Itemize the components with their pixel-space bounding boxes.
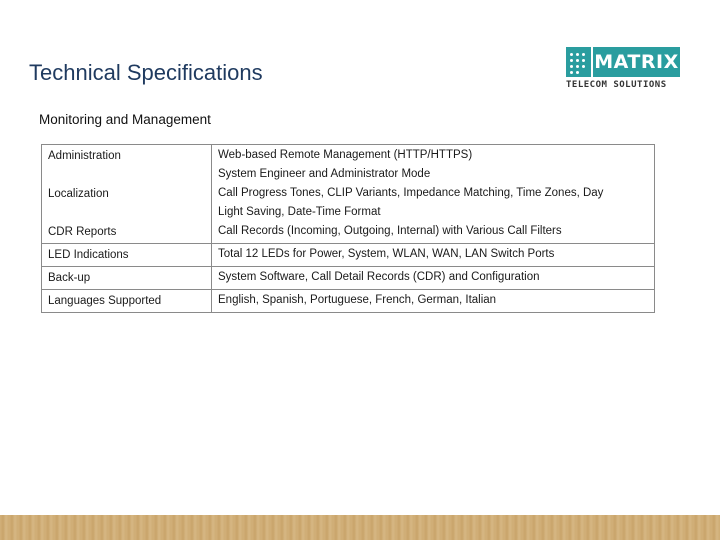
- logo-tagline: TELECOM SOLUTIONS: [566, 80, 667, 90]
- logo-wordmark: MATRIX: [593, 47, 680, 77]
- spec-label-back-up: Back-up: [42, 267, 212, 290]
- spec-value-line: Web-based Remote Management (HTTP/HTTPS): [218, 149, 473, 161]
- logo-dots-icon: [566, 47, 591, 77]
- table-row: [42, 290, 655, 313]
- spec-value-line: Call Progress Tones, CLIP Variants, Impedance Matching, Time Zones, Day: [218, 187, 604, 199]
- table-row: [42, 267, 655, 290]
- spec-value-cell: [212, 145, 655, 244]
- spec-value-line: System Engineer and Administrator Mode: [218, 168, 431, 180]
- spec-value-led-indications: Total 12 LEDs for Power, System, WLAN, WAN, LAN Switch Ports: [212, 244, 655, 267]
- spec-table: [41, 144, 655, 313]
- spec-label-languages: Languages Supported: [42, 290, 212, 313]
- spec-label-administration: Administration: [48, 150, 121, 162]
- spec-value-line: Light Saving, Date-Time Format: [218, 206, 381, 218]
- spec-label-led-indications: LED Indications: [42, 244, 212, 267]
- spec-label-cdr-reports: CDR Reports: [48, 226, 117, 238]
- page-title: Technical Specifications: [29, 60, 263, 85]
- spec-value-languages: English, Spanish, Portuguese, French, German, Italian: [212, 290, 655, 313]
- spec-label-spacer: [48, 166, 205, 185]
- spec-label-localization: Localization: [48, 188, 109, 200]
- spec-label-cell: [42, 145, 212, 244]
- spec-value-line: Call Records (Incoming, Outgoing, Internal) with Various Call Filters: [218, 225, 562, 237]
- spec-value-back-up: System Software, Call Detail Records (CDR) and Configuration: [212, 267, 655, 290]
- section-title: Monitoring and Management: [39, 112, 211, 127]
- matrix-logo: [566, 47, 680, 91]
- footer-bar: [0, 515, 720, 540]
- spec-label-spacer: [48, 204, 205, 223]
- table-row: [42, 244, 655, 267]
- table-row: [42, 145, 655, 244]
